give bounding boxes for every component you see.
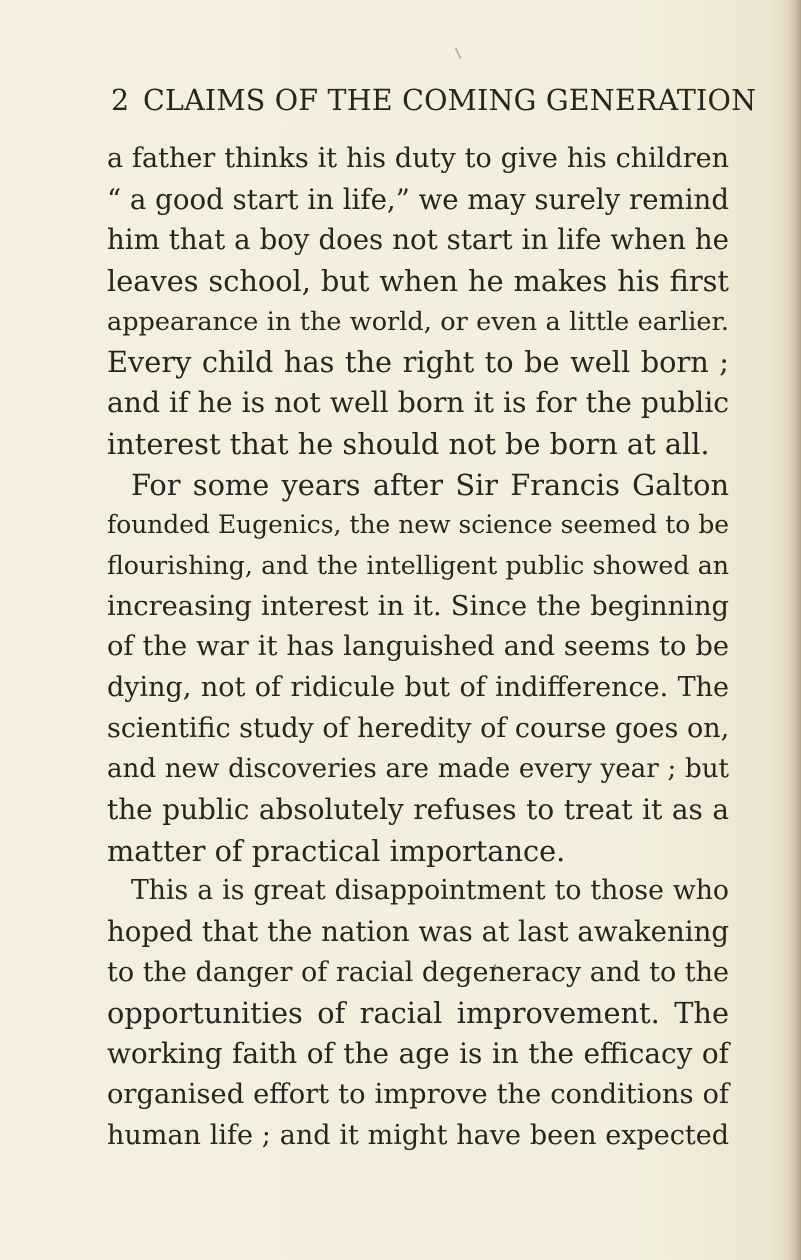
running-head [111,84,757,124]
text-line: matter of practical importance. [107,833,566,868]
page-edge-shadow [787,0,801,1260]
text-line: interest that he should not be born at all. [107,426,710,461]
text-line: to the danger of racial degeneracy and to the [107,956,730,988]
text-line: hoped that the nation was at last awakening [107,915,729,949]
text-line: Every child has the right to be well born ; [107,345,729,380]
text-line: organised effort to improve the conditions of [107,1078,729,1110]
text-line: human life ; and it might have been expected [107,1119,729,1151]
text-line: leaves school, but when he makes his first [107,264,729,299]
text-line: dying, not of ridicule but of indifference. The [107,671,729,703]
print-speck [455,47,462,59]
text-line: appearance in the world, or even a little earlier. [107,306,729,337]
text-line: flourishing, and the intelligent public showed an [107,550,729,580]
text-line: scientific study of heredity of course goes on, [107,712,730,744]
text-line: a father thinks it his duty to give his children [107,143,729,174]
text-line: the public absolutely refuses to treat it as a [107,793,729,826]
text-line: “ a good start in life,” we may surely remind [107,182,729,216]
text-line: increasing interest in it. Since the beginning [107,590,729,622]
text-line: working faith of the age is in the efficacy of [107,1037,729,1071]
text-line: of the war it has languished and seems to be [107,631,729,663]
text-line: opportunities of racial improvement. The [107,996,729,1031]
text-line: and new discoveries are made every year ; but [107,754,729,785]
body-text [107,139,729,1156]
text-line: founded Eugenics, the new science seemed to be [107,510,729,540]
chapter-title: CLAIMS OF THE COMING GENERATION [143,84,757,117]
text-line: For some years after Sir Francis Galton [131,467,729,502]
page-number: 2 [111,84,130,117]
text-line: This a is great disappointment to those who [131,875,729,907]
text-line: him that a boy does not start in life when he [107,223,729,257]
text-line: and if he is not well born it is for the public [107,386,729,420]
